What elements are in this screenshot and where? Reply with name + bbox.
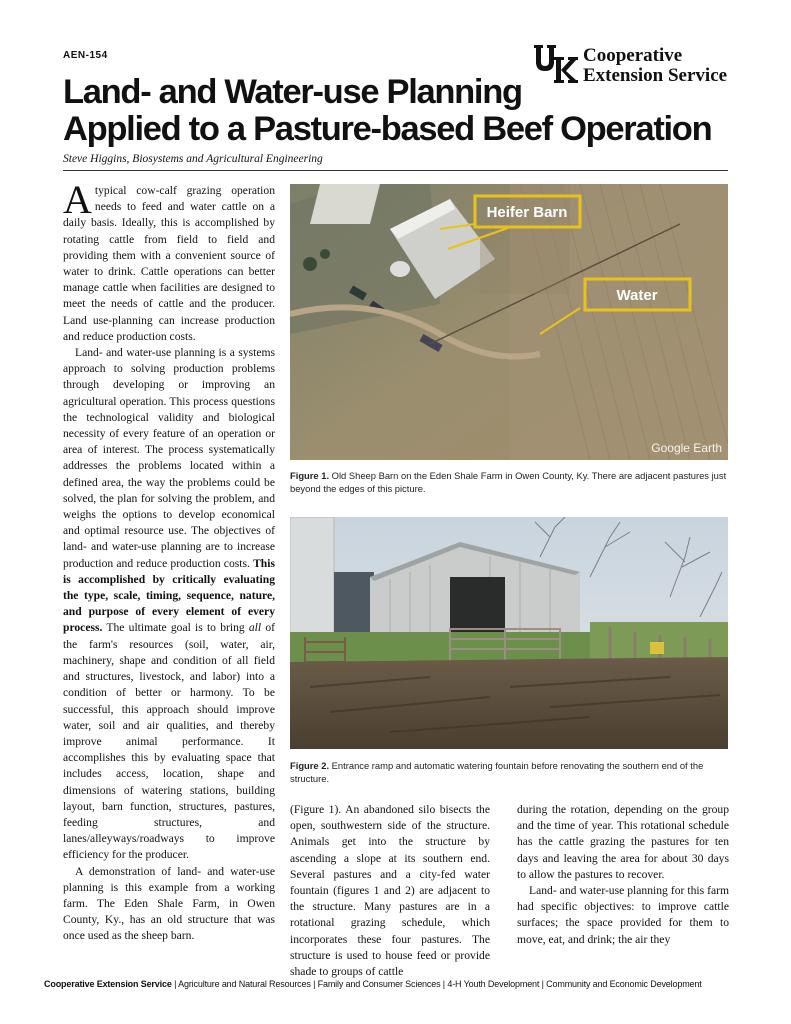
- figure-2-caption-text: Entrance ramp and automatic watering fountain before renovating the southern end of the structure.: [290, 760, 704, 784]
- logo-line-2: Extension Service: [583, 65, 728, 86]
- right-paragraph-2: Land- and water-use planning for this farm had specific objectives: to improve cattle surfaces; the space provided for them to move, eat, and drink; the air they: [517, 884, 729, 946]
- right-paragraph-1: during the rotation, depending on the group and the time of year. This rotational schedule has the cattle grazing the pastures for ten days and leaving the area for about 30 days to allow the pastures to recover.: [517, 803, 729, 881]
- paragraph-2-emphasis: This is accomplished by critically evaluating the type, scale, timing, sequence, nature, and purpose of every element of every process.: [63, 556, 275, 635]
- label-heifer-barn: Heifer Barn: [486, 204, 568, 221]
- left-text-column: [63, 177, 275, 945]
- paragraph-2-text-b: The ultimate goal is to bring: [102, 621, 249, 635]
- figure-1-caption-label: Figure 1.: [290, 470, 330, 481]
- paragraph-2-text-a: Land- and water-use planning is a systems approach to solving production problems through developing or improving an agricultural operation. This process questions the technological validity and biological necessity of every feature of an operation or area of interest. The process systematically addresses the problems located within a defined area, the way the problems could be solved, the plan for solving the problem, and weighs the options to develop economical and optimal resource use. The objectives of land- and water-use planning are to increase production and reduce production costs.: [63, 346, 275, 570]
- footer-brand: Cooperative Extension Service: [44, 979, 172, 989]
- document-title: [63, 74, 743, 148]
- figure-2-barn-photo: [290, 517, 728, 749]
- middle-text-column: [290, 802, 490, 980]
- paragraph-2: [63, 345, 275, 864]
- paragraph-1-text: typical cow-calf grazing operation needs to feed and water cattle on a daily basis. Ideally, this is accomplished by rotating cattle from field to field and providing them with a convenient source of water to drink. Cattle operations can better manage cattle when facilities are designed to meet the needs of cattle and the producer. Land use-planning can increase production and reduce production costs.: [63, 184, 275, 343]
- figure-1-aerial-photo: [290, 184, 728, 460]
- author-line: Steve Higgins, Biosystems and Agricultural Engineering: [63, 153, 323, 165]
- figure-1-caption: [290, 470, 730, 495]
- right-text-column: [517, 802, 729, 948]
- figure-2-caption-label: Figure 2.: [290, 760, 330, 771]
- document-code: AEN-154: [63, 50, 108, 61]
- figure-2-caption: [290, 760, 730, 785]
- title-line-2: Applied to a Pasture-based Beef Operation: [63, 110, 712, 148]
- google-earth-watermark: Google Earth: [651, 441, 722, 455]
- title-line-1: Land- and Water-use Planning: [63, 73, 522, 111]
- header-rule: [63, 170, 728, 171]
- paragraph-2-italic: all: [248, 621, 262, 635]
- figure-1-caption-text: Old Sheep Barn on the Eden Shale Farm in Owen County, Ky. There are adjacent pastures just beyond the edges of this picture.: [290, 470, 727, 494]
- footer-program-areas: | Agriculture and Natural Resources | Family and Consumer Sciences | 4-H Youth Development | Community and Economic Development: [174, 979, 702, 989]
- paragraph-1: [63, 177, 275, 345]
- paragraph-3: A demonstration of land- and water-use planning is this example from a working farm. The Eden Shale Farm, in Owen County, Ky., has an old structure that was once used as the sheep barn.: [63, 864, 275, 943]
- paragraph-2-text-c: of the farm's resources (soil, water, air, machinery, shape and condition of all field and structures, livestock, and labor) into a condition of better or harmony. To be successful, this approach should improve water, soil and air qualities, and thereby improve animal performance. It accomplishes this by evaluating space that includes access, location, shape and dimensions of watering stations, building layout, barn function, structures, pastures, feeding structures, and lanes/alleyways/roadways to improve efficiency for the producer.: [63, 621, 275, 862]
- page-footer: [44, 979, 747, 989]
- dropcap: A: [63, 177, 92, 222]
- label-water: Water: [616, 287, 658, 304]
- logo-line-1: Cooperative: [583, 45, 683, 66]
- middle-paragraph-1: (Figure 1). An abandoned silo bisects the open, southwestern side of the structure. Animals get into the structure by ascending a slope at its southern end. Several pastures and a city-fed water fountain (figures 1 and 2) are adjacent to the structure. Many pastures are in a rotational grazing schedule, which incorporates these four pastures. The structure is used to house feed or provide shade to groups of cattle: [290, 803, 490, 979]
